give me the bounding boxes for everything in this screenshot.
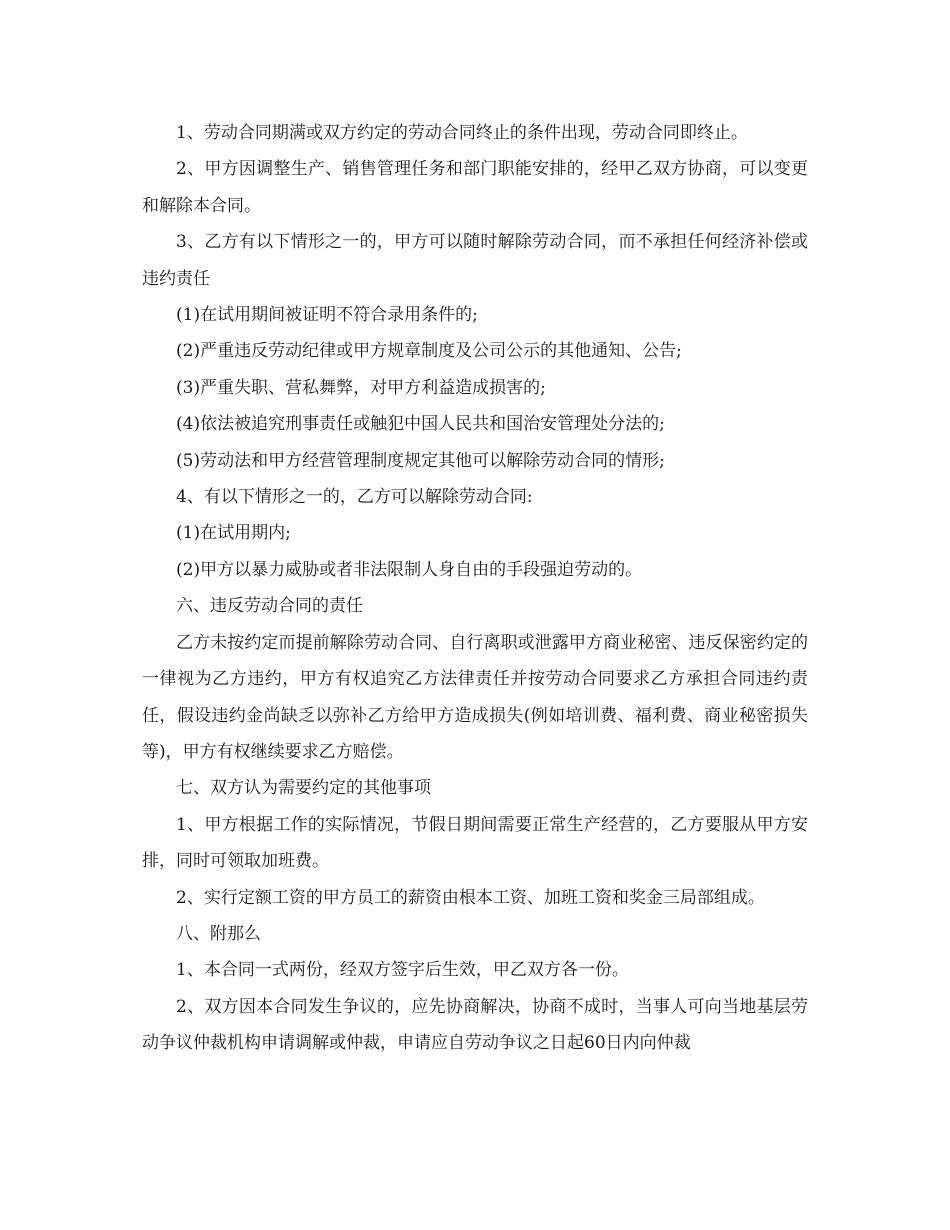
section-heading-other-matters: 七、双方认为需要约定的其他事项 — [176, 778, 431, 799]
clause-adjustment-change: 2、甲方因调整生产、销售管理任务和部门职能安排的，经甲乙双方协商，可以变更和解除本合同。 — [142, 159, 808, 216]
sub-item-during-probation: (1)在试用期内; — [176, 523, 291, 544]
sub-item-other-rules: (5)劳动法和甲方经营管理制度规定其他可以解除劳动合同的情形; — [176, 450, 665, 471]
clause-employer-dismissal: 3、乙方有以下情形之一的，甲方可以随时解除劳动合同，而不承担任何经济补偿或违约责任 — [142, 232, 808, 289]
sub-item-probation-unqualified: (1)在试用期间被证明不符合录用条件的; — [176, 305, 478, 326]
clause-holiday-overtime: 1、甲方根据工作的实际情况，节假日期间需要正常生产经营的，乙方要服从甲方安排，同时可领取加班费。 — [142, 814, 808, 872]
section-heading-breach: 六、违反劳动合同的责任 — [176, 596, 363, 617]
clause-copies-effective: 1、本合同一式两份，经双方签字后生效，甲乙双方各一份。 — [176, 960, 629, 981]
clause-breach-liability: 乙方未按约定而提前解除劳动合同、自行离职或泄露甲方商业秘密、违反保密约定的一律视为乙方违约，甲方有权追究乙方法律责任并按劳动合同要求乙方承担合同违约责任，假设违约金尚缺乏以弥补乙方给甲方造成损失(例如培训费、福利费、商业秘密损失等)，甲方有权继续要求乙方赔偿。 — [142, 632, 808, 762]
clause-employee-termination: 4、有以下情形之一的，乙方可以解除劳动合同: — [176, 487, 533, 508]
document-body — [142, 115, 808, 1062]
clause-salary-structure: 2、实行定额工资的甲方员工的薪资由根本工资、加班工资和奖金三局部组成。 — [176, 887, 765, 908]
clause-termination-expiry: 1、劳动合同期满或双方约定的劳动合同终止的条件出现，劳动合同即终止。 — [176, 123, 748, 143]
clause-dispute-resolution: 2、双方因本合同发生争议的，应先协商解决，协商不成时，当事人可向当地基层劳动争议仲裁机构申请调解或仲裁，申请应自劳动争议之日起60日内向仲裁 — [142, 996, 808, 1054]
sub-item-forced-labor: (2)甲方以暴力威胁或者非法限制人身自由的手段强迫劳动的。 — [176, 559, 643, 580]
sub-item-dereliction: (3)严重失职、营私舞弊，对甲方利益造成损害的; — [176, 377, 546, 398]
section-heading-supplementary: 八、附那么 — [176, 923, 261, 944]
sub-item-serious-violation: (2)严重违反劳动纪律或甲方规章制度及公司公示的其他通知、公告; — [176, 341, 682, 362]
sub-item-criminal-liability: (4)依法被追究刑事责任或触犯中国人民共和国治安管理处分法的; — [176, 414, 665, 435]
